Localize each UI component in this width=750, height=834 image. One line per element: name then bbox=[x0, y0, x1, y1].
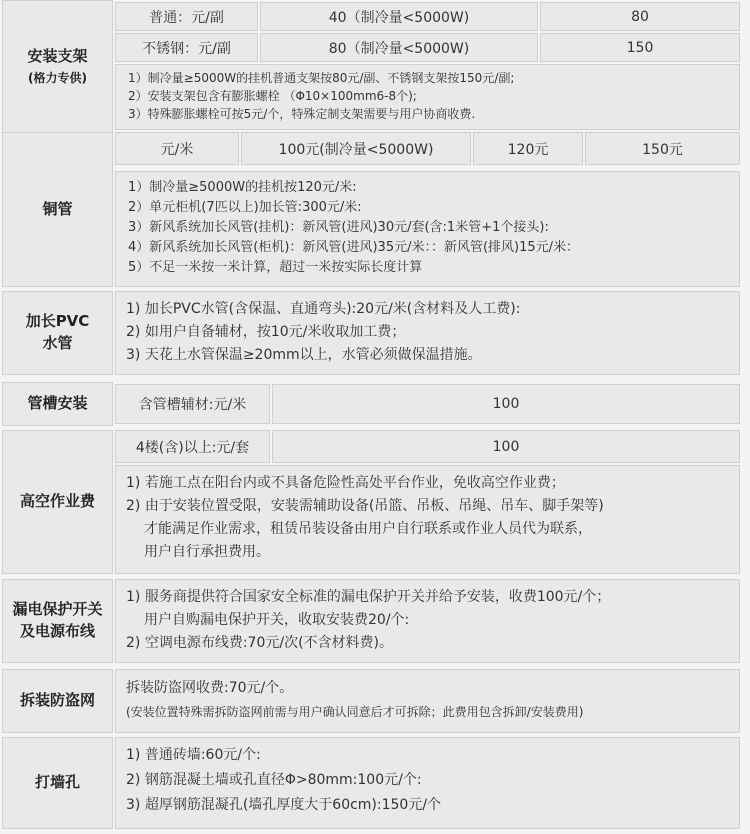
note-line: 3）新风系统加长风管(挂机)：新风管(进风)30元/套(含:1米管+1个接头): bbox=[128, 220, 549, 235]
table-cell: 80（制冷量<5000W) bbox=[260, 33, 538, 62]
table-cell: 不锈钢：元/副 bbox=[115, 33, 258, 62]
note-line: 1) 加长PVC水管(含保温、直通弯头):20元/米(含材料及人工费): bbox=[126, 301, 521, 317]
note-line: 3) 超厚钢筋混凝孔(墙孔厚度大于60cm):150元/个 bbox=[126, 797, 442, 813]
notes-box bbox=[115, 669, 740, 733]
table-cell: 40（制冷量<5000W) bbox=[260, 2, 538, 31]
notes-box bbox=[115, 579, 740, 663]
note-line: 2）单元柜机(7匹以上)加长管:300元/米: bbox=[128, 200, 362, 215]
table-cell: 150 bbox=[540, 33, 740, 62]
note-line: 用户自行承担费用。 bbox=[144, 544, 270, 560]
table-cell: 普通：元/副 bbox=[115, 2, 258, 31]
note-line: 拆装防盗网收费:70元/个。 bbox=[126, 680, 294, 696]
section-title: 漏电保护开关 bbox=[12, 600, 103, 619]
table-cell: 100 bbox=[272, 384, 740, 424]
note-line: (安装位置特殊需拆防盗网前需与用户确认同意后才可拆除；此费用包含拆卸/安装费用) bbox=[126, 705, 584, 719]
section-label-wallhole bbox=[2, 737, 113, 829]
section-label-leakage bbox=[2, 579, 113, 663]
section-label-trunking bbox=[2, 382, 113, 426]
section-label-copper bbox=[2, 132, 113, 287]
note-line: 2) 空调电源布线费:70元/次(不含材料费)。 bbox=[126, 635, 393, 651]
note-line: 1) 若施工点在阳台内或不具备危险性高处平台作业，免收高空作业费； bbox=[126, 475, 565, 491]
table-cell: 120元 bbox=[473, 132, 583, 165]
section-title: 管槽安装 bbox=[27, 394, 88, 413]
notes-box bbox=[115, 737, 740, 829]
table-cell: 元/米 bbox=[115, 132, 239, 165]
section-title: 加长PVC bbox=[25, 312, 90, 331]
note-line: 2) 钢筋混凝土墙或孔直径Φ>80mm:100元/个: bbox=[126, 772, 422, 788]
note-line: 2) 如用户自备辅材，按10元/米收取加工费； bbox=[126, 324, 406, 340]
section-subtitle: (格力专供) bbox=[28, 71, 87, 86]
table-cell: 100 bbox=[272, 430, 740, 463]
section-label-height bbox=[2, 430, 113, 574]
section-title: 铜管 bbox=[42, 199, 73, 218]
note-line: 1) 普通砖墙:60元/个: bbox=[126, 747, 261, 763]
notes-box bbox=[115, 291, 740, 375]
section-label-pvc bbox=[2, 291, 113, 375]
section-label-antitheft bbox=[2, 669, 113, 733]
note-line: 4）新风系统加长风管(柜机)：新风管(进风)35元/米：：新风管(排风)15元/米： bbox=[128, 240, 580, 255]
note-line: 3）特殊膨胀螺栓可按5元/个，特殊定制支架需要与用户协商收费. bbox=[128, 107, 476, 121]
section-label-bracket bbox=[2, 0, 113, 134]
table-cell: 150元 bbox=[585, 132, 740, 165]
note-line: 3) 天花上水管保温≥20mm以上，水管必须做保温措施。 bbox=[126, 347, 482, 363]
note-line: 用户自购漏电保护开关，收取安装费20/个: bbox=[144, 612, 410, 628]
notes-box bbox=[115, 171, 740, 287]
table-cell: 100元(制冷量<5000W) bbox=[241, 132, 471, 165]
section-title: 及电源布线 bbox=[19, 622, 95, 640]
notes-box bbox=[115, 465, 740, 574]
notes-box bbox=[115, 64, 740, 130]
section-title: 高空作业费 bbox=[19, 492, 95, 511]
note-line: 才能满足作业需求，租赁吊装设备由用户自行联系或作业人员代为联系， bbox=[144, 521, 592, 537]
section-title: 拆装防盗网 bbox=[19, 691, 95, 710]
note-line: 5）不足一米按一米计算，超过一米按实际长度计算 bbox=[128, 260, 423, 275]
note-line: 2) 由于安装位置受限，安装需辅助设备(吊篮、吊板、吊绳、吊车、脚手架等) bbox=[126, 498, 604, 514]
table-cell: 含管槽辅材:元/米 bbox=[115, 384, 270, 424]
note-line: 2）安装支架包含有膨胀螺栓 （Φ10×100mm6-8个); bbox=[128, 89, 417, 103]
note-line: 1）制冷量≥5000W的挂机按120元/米: bbox=[128, 180, 357, 195]
section-title: 水管 bbox=[42, 334, 73, 352]
section-title: 安装支架 bbox=[27, 47, 88, 66]
table-cell: 4楼(含)以上:元/套 bbox=[115, 430, 270, 463]
note-line: 1）制冷量≥5000W的挂机普通支架按80元/副、不锈钢支架按150元/副; bbox=[128, 71, 515, 85]
table-cell: 80 bbox=[540, 2, 740, 31]
note-line: 1) 服务商提供符合国家安全标准的漏电保护开关并给予安装，收费100元/个； bbox=[126, 589, 611, 605]
section-title: 打墙孔 bbox=[34, 773, 80, 792]
